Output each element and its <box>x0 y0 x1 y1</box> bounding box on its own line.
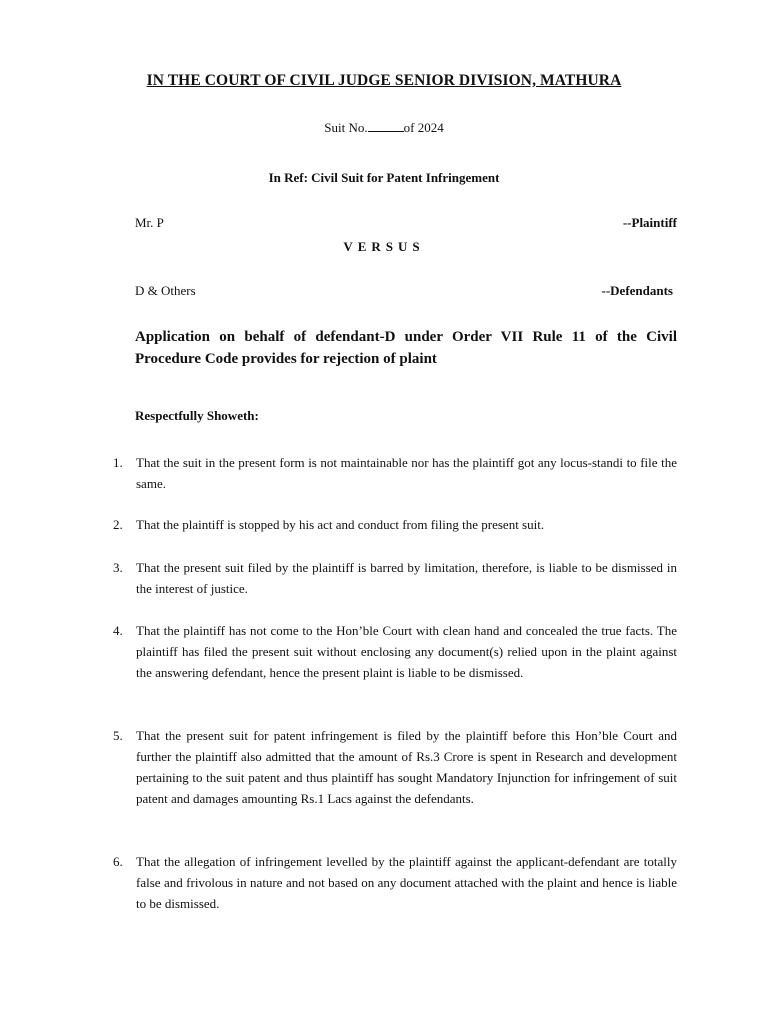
suit-number-line <box>0 120 768 136</box>
defendant-row <box>135 283 673 299</box>
paragraph-2 <box>113 514 677 535</box>
paragraph-text: That the present suit for patent infringement is filed by the plaintiff before this Hon’ble Court and further the plaintiff also admitted that the amount of Rs.3 Crore is spent in Research and development pertaining to the suit patent and thus plaintiff has sought Mandatory Injunction for infringement of suit patent and damages amounting Rs.1 Lacs against the defendants. <box>136 728 677 806</box>
paragraph-5 <box>113 725 677 809</box>
paragraph-1 <box>113 452 677 494</box>
application-heading: Application on behalf of defendant-D under Order VII Rule 11 of the Civil Procedure Code provides for rejection of plaint <box>135 329 677 367</box>
paragraph-text: That the present suit filed by the plaintiff is barred by limitation, therefore, is liable to be dismissed in the interest of justice. <box>136 560 677 596</box>
suit-no-prefix: Suit No. <box>324 120 368 135</box>
paragraph-text: That the suit in the present form is not maintainable nor has the plaintiff got any locus-standi to file the same. <box>136 455 677 491</box>
plaintiff-role: --Plaintiff <box>622 215 677 230</box>
defendant-name: D & Others <box>135 283 196 298</box>
paragraph-number: 4. <box>113 623 123 638</box>
suit-no-suffix: of 2024 <box>403 120 444 135</box>
in-ref-line: In Ref: Civil Suit for Patent Infringement <box>268 170 500 185</box>
plaintiff-name: Mr. P <box>135 215 164 230</box>
plaintiff-row <box>135 215 677 231</box>
court-title: IN THE COURT OF CIVIL JUDGE SENIOR DIVISION, MATHURA <box>146 72 622 89</box>
suit-no-blank <box>368 121 404 132</box>
paragraph-text: That the allegation of infringement levelled by the plaintiff against the applicant-defendant are totally false and frivolous in nature and not based on any document attached with the plaint and hence is liable to be dismissed. <box>136 854 677 911</box>
paragraph-number: 6. <box>113 854 123 869</box>
paragraph-number: 5. <box>113 728 123 743</box>
paragraph-6 <box>113 851 677 914</box>
respectfully-showeth: Respectfully Showeth: <box>135 408 259 423</box>
paragraph-number: 3. <box>113 560 123 575</box>
paragraph-4 <box>113 620 677 683</box>
defendant-role: --Defendants <box>601 283 673 298</box>
paragraph-number: 1. <box>113 455 123 470</box>
paragraph-3 <box>113 557 677 599</box>
paragraph-text: That the plaintiff is stopped by his act and conduct from filing the present suit. <box>136 517 545 532</box>
versus-label: VERSUS <box>343 239 425 254</box>
paragraph-text: That the plaintiff has not come to the Hon’ble Court with clean hand and concealed the true facts. The plaintiff has filed the present suit without enclosing any document(s) relied upon in the plaint against the answering defendant, hence the present plaint is liable to be dismissed. <box>136 623 677 680</box>
paragraph-number: 2. <box>113 517 123 532</box>
